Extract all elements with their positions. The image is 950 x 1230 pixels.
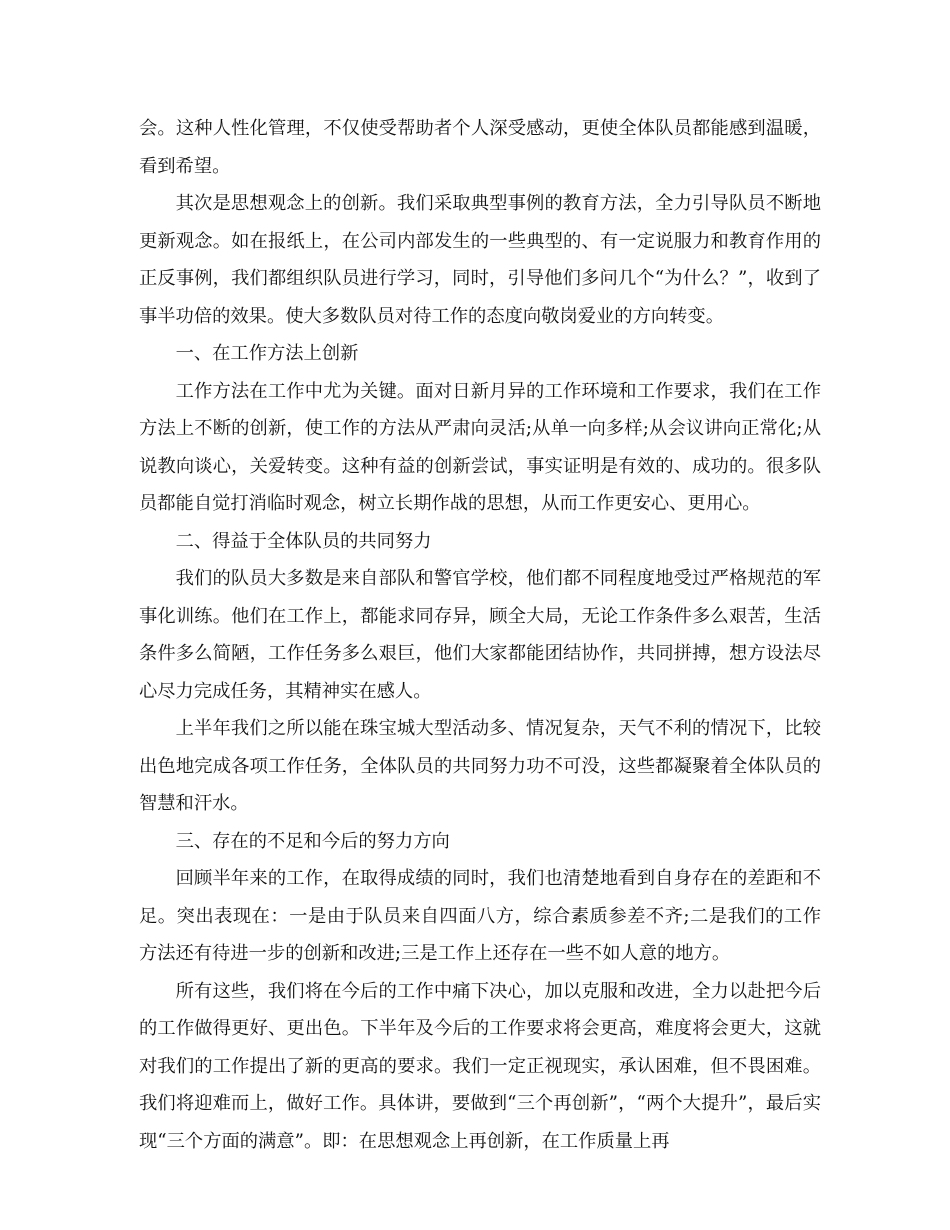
paragraph-5: 上半年我们之所以能在珠宝城大型活动多、情况复杂，天气不利的情况下，比较出色地完成各项工作任务，全体队员的共同努力功不可没，这些都凝聚着全体队员的智慧和汗水。 — [139, 718, 821, 814]
section-heading-2: 二、得益于全体队员的共同努力 — [175, 530, 432, 552]
paragraph-2: 其次是思想观念上的创新。我们采取典型事例的教育方法，全力引导队员不断地更新观念。如在报纸上，在公司内部发生的一些典型的、有一定说服力和教育作用的正反事例，我们都组织队员进行学习，同时，引导他们多问几个“为什么？”，收到了事半功倍的效果。使大多数队员对待工作的态度向敬岗爱业的方向转变。 — [139, 193, 821, 327]
document-body — [139, 110, 821, 1160]
paragraph-6: 回顾半年来的工作，在取得成绩的同时，我们也清楚地看到自身存在的差距和不足。突出表现在：一是由于队员来自四面八方，综合素质参差不齐;二是我们的工作方法还有待进一步的创新和改进;三是工作上还存在一些不如人意的地方。 — [139, 868, 821, 964]
section-heading-3: 三、存在的不足和今后的努力方向 — [175, 830, 450, 852]
paragraph-4: 我们的队员大多数是来自部队和警官学校，他们都不同程度地受过严格规范的军事化训练。他们在工作上，都能求同存异，顾全大局，无论工作条件多么艰苦，生活条件多么简陋，工作任务多么艰巨，他们大家都能团结协作，共同拼搏，想方设法尽心尽力完成任务，其精神实在感人。 — [139, 568, 821, 702]
paragraph-7: 所有这些，我们将在今后的工作中痛下决心，加以克服和改进，全力以赴把今后的工作做得更好、更出色。下半年及今后的工作要求将会更高，难度将会更大，这就对我们的工作提出了新的更高的要求。我们一定正视现实，承认困难，但不畏困难。我们将迎难而上，做好工作。具体讲，要做到“三个再创新”，“两个大提升”，最后实现“三个方面的满意”。即：在思想观念上再创新，在工作质量上再 — [139, 980, 821, 1152]
paragraph-3: 工作方法在工作中尤为关键。面对日新月异的工作环境和工作要求，我们在工作方法上不断的创新，使工作的方法从严肃向灵活;从单一向多样;从会议讲向正常化;从说教向谈心，关爱转变。这种有益的创新尝试，事实证明是有效的、成功的。很多队员都能自觉打消临时观念，树立长期作战的思想，从而工作更安心、更用心。 — [139, 380, 821, 514]
paragraph-1: 会。这种人性化管理，不仅使受帮助者个人深受感动，更使全体队员都能感到温暖，看到希望。 — [139, 118, 821, 177]
section-heading-1: 一、在工作方法上创新 — [175, 343, 359, 364]
